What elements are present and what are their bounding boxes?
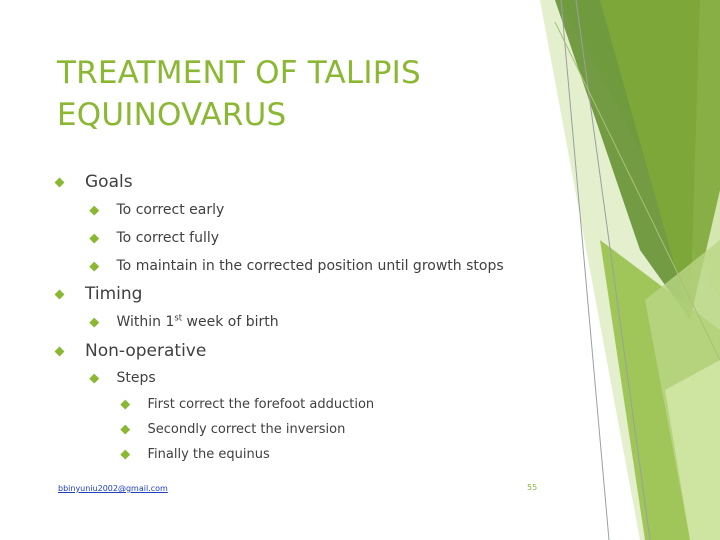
bullet-goal-3: [91, 258, 504, 274]
page-number: 55: [527, 483, 538, 492]
bullet-timing: [56, 284, 142, 304]
bullet-step-2-text: Secondly correct the inversion: [147, 422, 346, 437]
timing-post: week of birth: [182, 314, 279, 330]
diamond-bullet-icon: [121, 400, 130, 409]
bullet-goals: [56, 172, 133, 192]
diamond-bullet-icon: [55, 346, 65, 356]
bullet-step-1: [122, 397, 374, 412]
bullet-goal-3-text: To maintain in the corrected position until growth stops: [116, 258, 504, 274]
bullet-goal-2: [91, 230, 219, 246]
diamond-bullet-icon: [55, 289, 65, 299]
diamond-bullet-icon: [55, 177, 65, 187]
diamond-bullet-icon: [90, 233, 99, 242]
slide-title: TREATMENT OF TALIPIS EQUINOVARUS: [57, 55, 421, 133]
diamond-bullet-icon: [90, 205, 99, 214]
bullet-step-3-text: Finally the equinus: [147, 447, 270, 462]
bullet-step-1-text: First correct the forefoot adduction: [147, 397, 375, 412]
diamond-bullet-icon: [90, 261, 99, 270]
bullet-goals-text: Goals: [85, 172, 133, 192]
bullet-timing-text: Timing: [85, 284, 143, 304]
diamond-bullet-icon: [121, 425, 130, 434]
bullet-timing-detail-text: [117, 314, 279, 330]
bullet-goal-1: [91, 202, 224, 218]
bullet-step-2: [122, 422, 345, 437]
footer-email-link[interactable]: bbinyuniu2002@gmail.com: [58, 484, 168, 493]
timing-pre: Within 1: [116, 314, 175, 330]
bullet-goal-1-text: To correct early: [116, 202, 225, 218]
bullet-nonoperative-text: Non-operative: [85, 341, 207, 361]
diamond-bullet-icon: [90, 373, 99, 382]
bullet-steps: [91, 370, 156, 386]
bullet-steps-text: Steps: [116, 370, 156, 386]
bullet-nonoperative: [56, 341, 206, 361]
timing-sup: st: [174, 312, 183, 323]
bullet-step-3: [122, 447, 270, 462]
bullet-goal-2-text: To correct fully: [116, 230, 220, 246]
diamond-bullet-icon: [121, 450, 130, 459]
diamond-bullet-icon: [90, 317, 99, 326]
bullet-timing-detail: [91, 314, 279, 330]
